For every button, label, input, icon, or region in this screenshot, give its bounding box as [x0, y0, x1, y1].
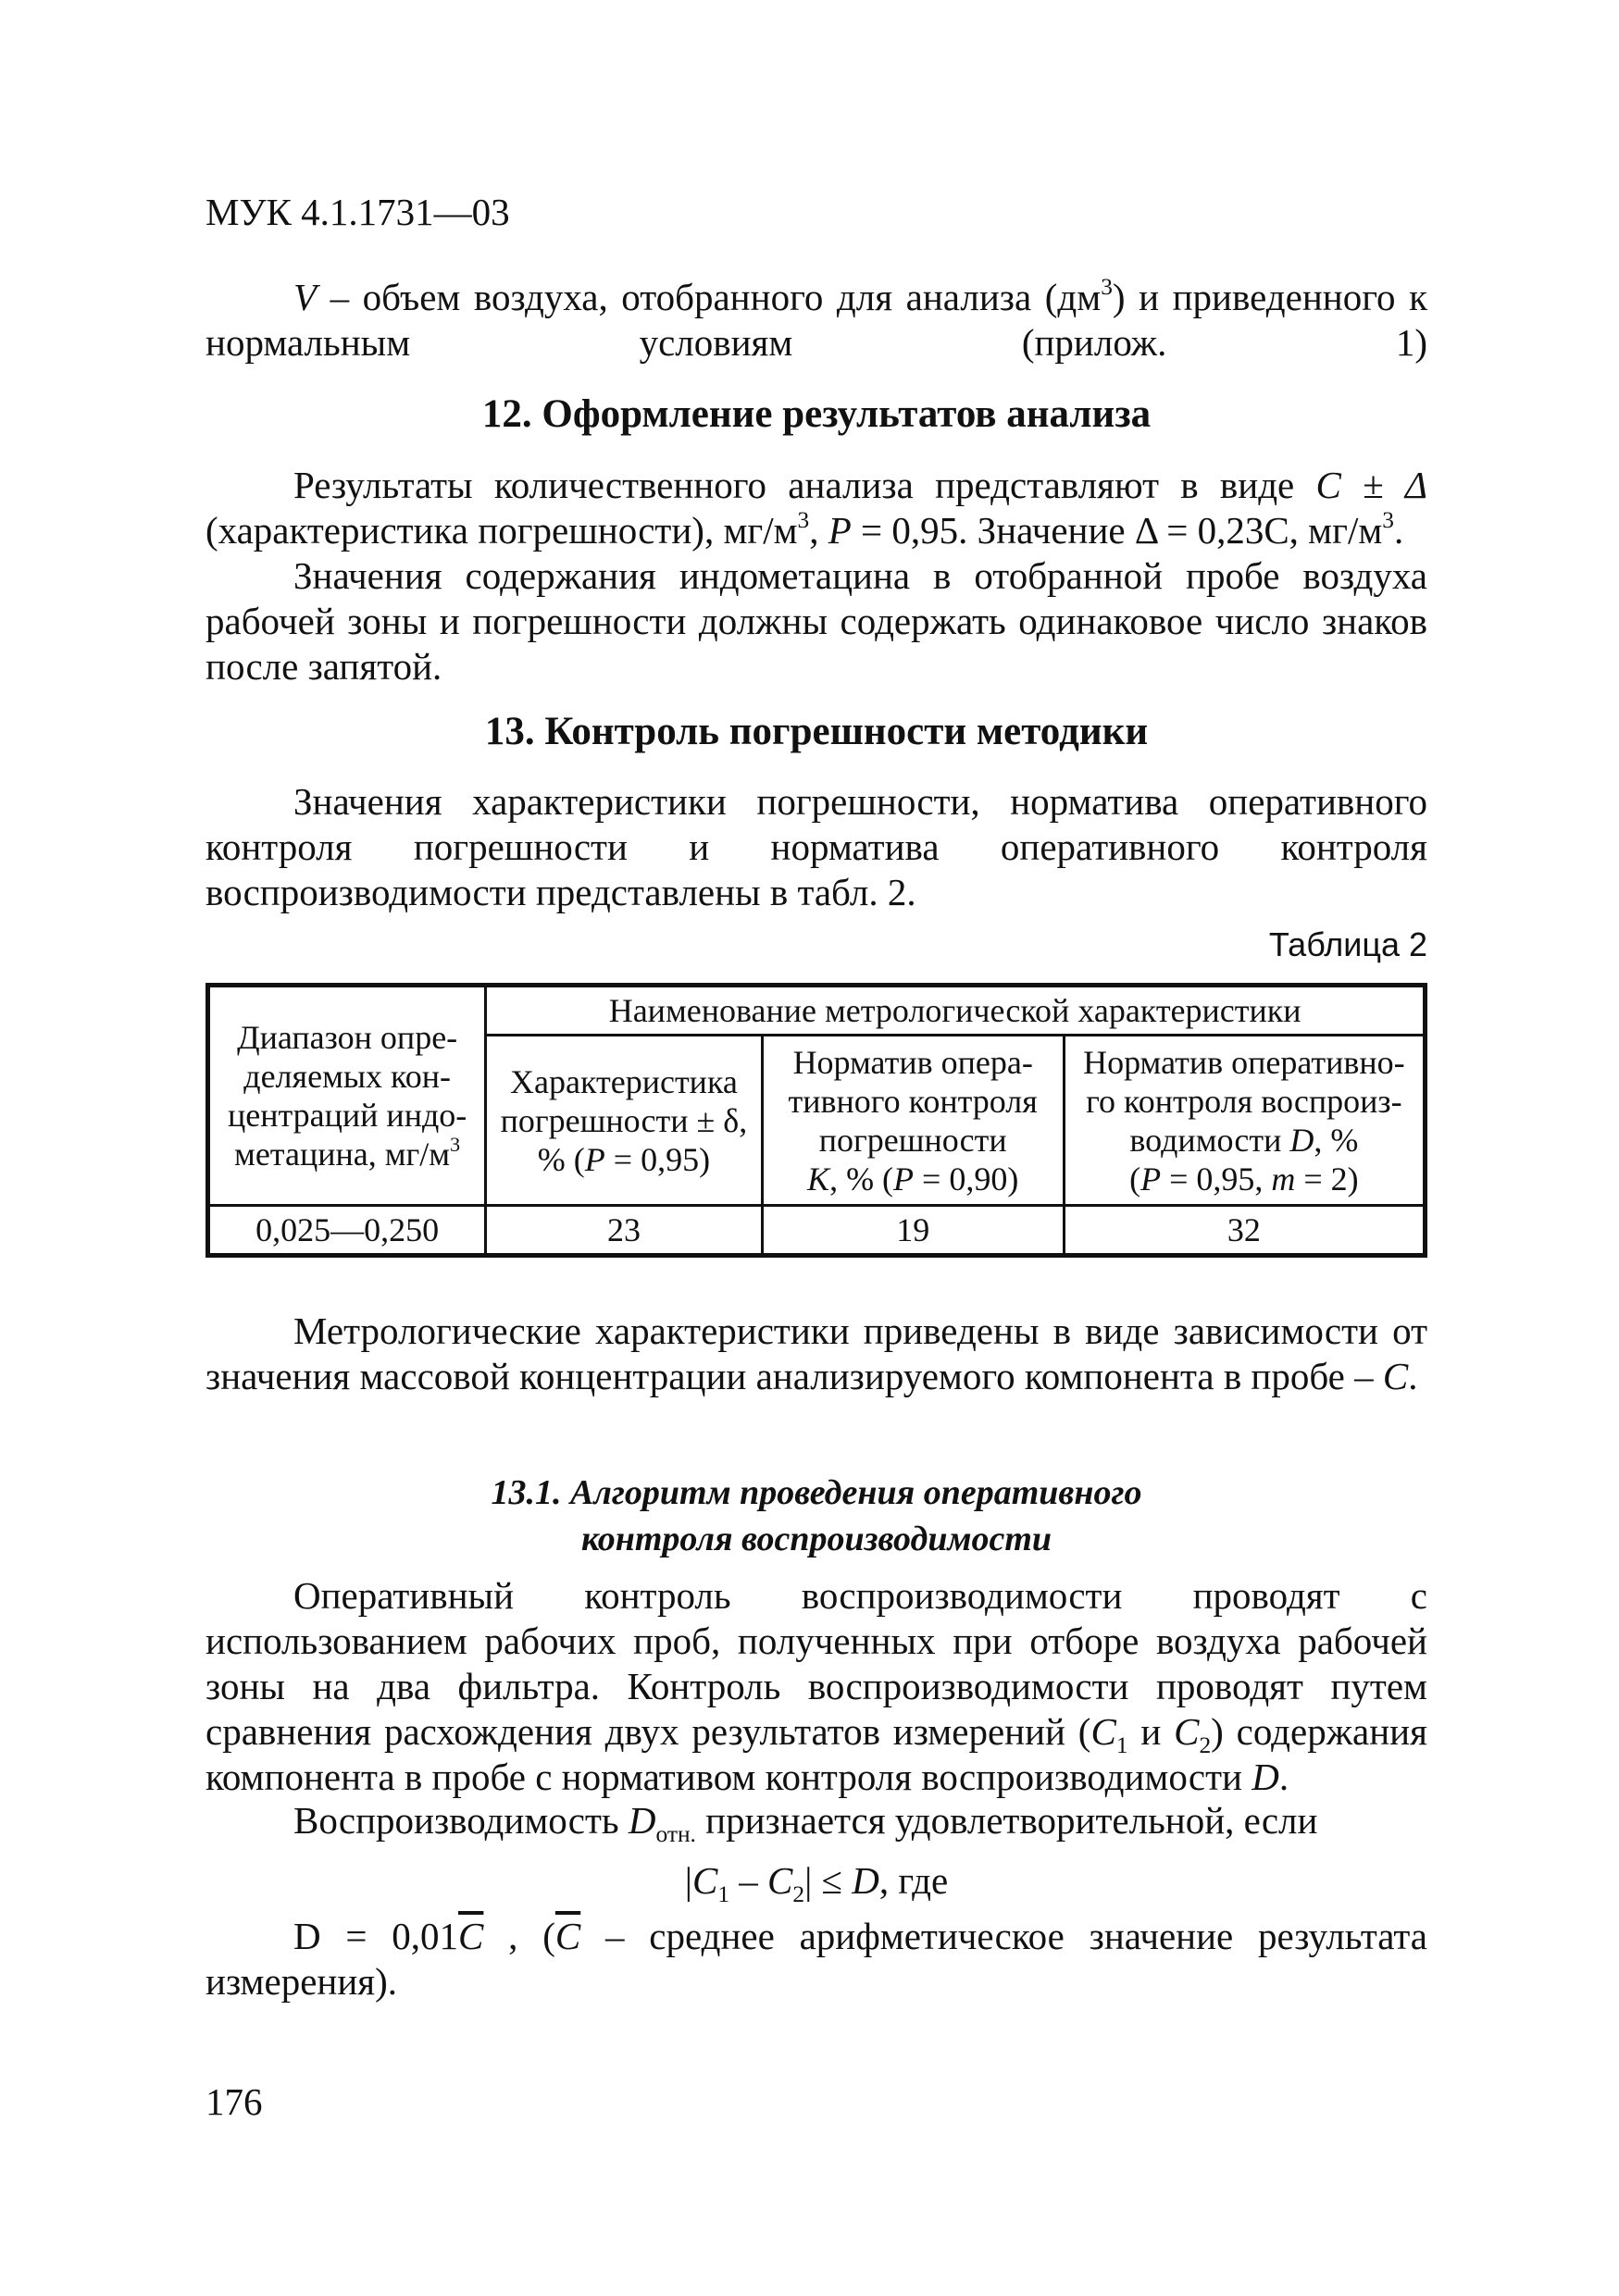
cell-range: 0,025—0,250	[208, 1206, 486, 1256]
paragraph-reproducibility-condition: Воспроизводимость $D_{отн.}$ признается удовлетворительной, если	[293, 1799, 1318, 1848]
section-13-title: 13. Контроль погрешности методики	[484, 710, 1149, 753]
paragraph-reproducibility-procedure: Оперативный контроль воспроизводимости проводят с использованием рабочих проб, полученных при отборе воздуха рабочей зоны на два фильтра. Контроль воспроизводимости проводят путем сравнения расхождения двух результатов измерений ($C_1$ и $C_2$) содержания компонента в пробе с нормативом контроля воспроизводимости D.	[205, 1574, 1427, 1798]
header-metrology-group: Наименование метрологической характеристики	[486, 986, 1426, 1036]
table-row	[208, 1206, 1426, 1256]
formula-reproducibility: $|C_1 - C_2| \le D$, где	[684, 1859, 949, 1908]
cell-reproducibility-norm: 32	[1064, 1206, 1425, 1256]
paragraph-d-definition: $D = 0,01\overline{C}$ , ($\overline{C}$ – среднее арифметическое значение результата измерения).	[205, 1915, 1427, 2003]
table-caption: Таблица 2	[1268, 925, 1427, 963]
cell-error-characteristic: 23	[486, 1206, 762, 1256]
section-12-title: 12. Оформление результатов анализа	[481, 392, 1152, 436]
header-reproducibility-norm: Норматив оперативно- го контроля воспроиз- водимости D, % (P = 0,95, m = 2)	[1064, 1036, 1425, 1206]
paragraph-metrology-dependence: Метрологические характеристики приведены в виде зависимости от значения массовой концентрации анализируемого компонента в пробе – C.	[205, 1309, 1427, 1397]
paragraph-table-intro: Значения характеристики погрешности, норматива оперативного контроля погрешности и норматива оперативного контроля воспроизводимости представлены в табл. 2.	[205, 780, 1427, 913]
section-13-1-title: 13.1. Алгоритм проведения оперативного контроля воспроизводимости	[491, 1473, 1142, 1558]
header-error-control-norm: Норматив опера- тивного контроля погрешности K, % (P = 0,90)	[762, 1036, 1064, 1206]
running-header: МУК 4.1.1731—03	[205, 191, 510, 233]
cell-error-control-norm: 19	[762, 1206, 1064, 1256]
page-number: 176	[205, 2080, 263, 2123]
metrology-table	[205, 983, 1427, 1258]
paragraph-volume-definition: V – объем воздуха, отобранного для анализа $(дм^3)$ и приведенного к нормальным условиям (прилож. 1)	[205, 273, 1427, 364]
paragraph-results-form: Результаты количественного анализа представляют в виде C ± Δ (характеристика погрешности), $мг/м^3$, P = 0,95. Значение Δ = 0,23С, $мг/м^3$.	[205, 464, 1427, 552]
header-error-characteristic: Характеристика погрешности ± δ, % (P = 0,95)	[486, 1036, 762, 1206]
header-concentration-range: Диапазон опре- деляемых кон- центраций индо- метацина, $мг/м^3$	[208, 986, 486, 1206]
paragraph-decimal-places: Значения содержания индометацина в отобранной пробе воздуха рабочей зоны и погрешности должны содержать одинаковое число знаков после запятой.	[205, 554, 1427, 688]
